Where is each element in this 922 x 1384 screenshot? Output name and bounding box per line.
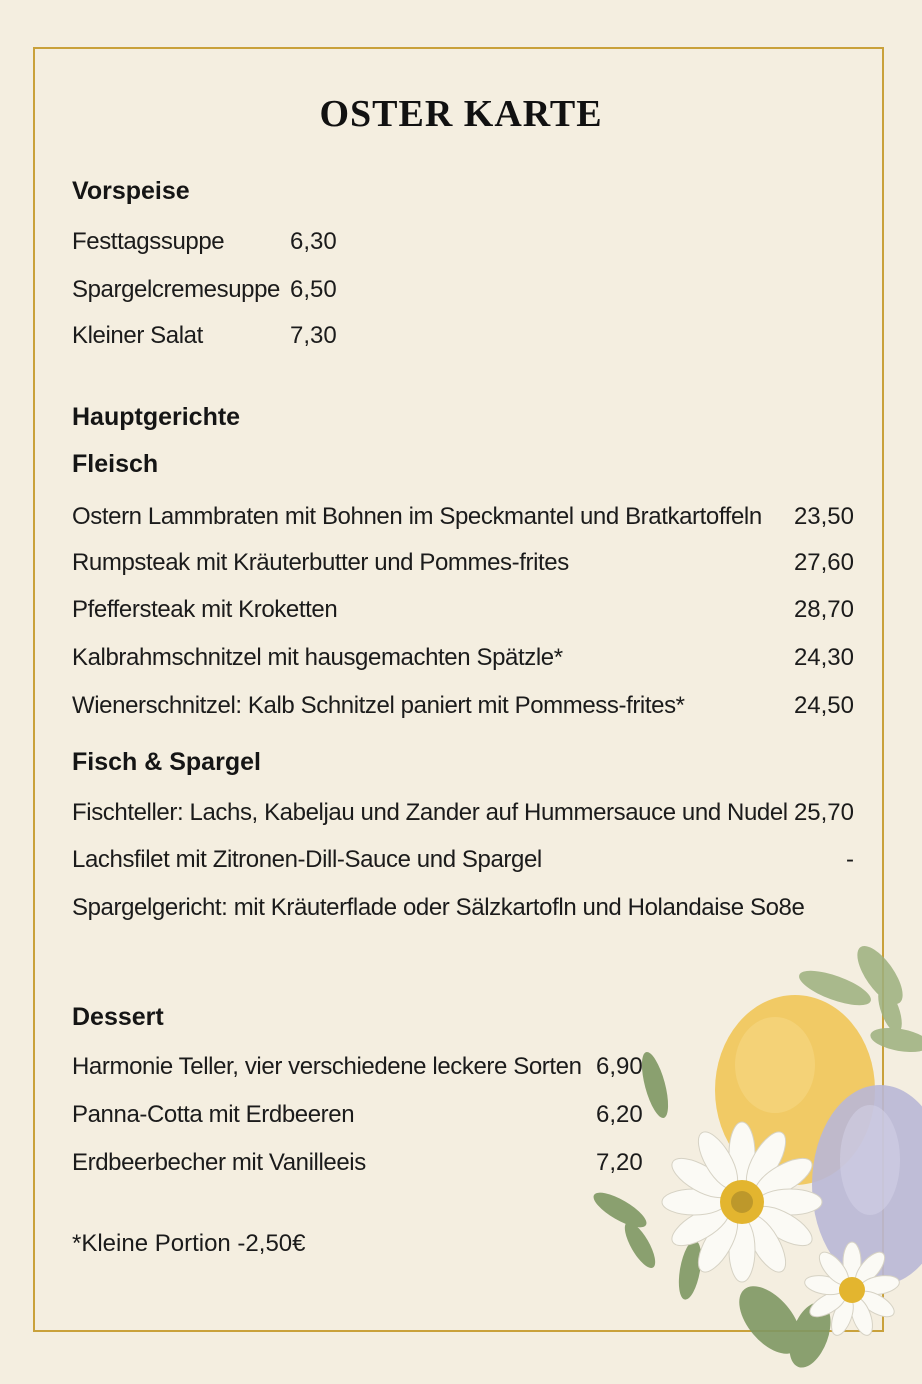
menu-item: Pfeffersteak mit Kroketten: [72, 596, 338, 623]
menu-item-price: 7,20: [596, 1149, 643, 1176]
menu-item: Wienerschnitzel: Kalb Schnitzel paniert mit Pommess-frites*: [72, 692, 685, 719]
subsection-heading-fleisch: Fleisch: [72, 450, 159, 478]
menu-item: Kalbrahmschnitzel mit hausgemachten Spätzle*: [72, 644, 563, 671]
menu-item: Ostern Lammbraten mit Bohnen im Speckmantel und Bratkartoffeln: [72, 503, 762, 530]
menu-item-price: 6,50: [290, 276, 337, 303]
menu-item: Rumpsteak mit Kräuterbutter und Pommes-frites: [72, 549, 569, 576]
menu-item: Panna-Cotta mit Erdbeeren: [72, 1101, 355, 1128]
menu-item: Erdbeerbecher mit Vanilleeis: [72, 1149, 366, 1176]
easter-eggs-flowers-decoration: [580, 940, 922, 1384]
section-heading-hauptgerichte: Hauptgerichte: [72, 403, 241, 431]
menu-item-price: 7,30: [290, 322, 337, 349]
menu-item: Spargelgericht: mit Kräuterflade oder Sälzkartofln und Holandaise So8e: [72, 894, 805, 921]
menu-item-price: 24,50: [793, 692, 854, 719]
menu-item-price: 6,30: [290, 228, 337, 255]
section-heading-vorspeise: Vorspeise: [72, 177, 190, 205]
section-heading-dessert: Dessert: [72, 1003, 164, 1031]
menu-item: Kleiner Salat: [72, 322, 203, 349]
menu-item-price: 27,60: [793, 549, 854, 576]
subsection-heading-fisch: Fisch & Spargel: [72, 748, 261, 776]
menu-item: Spargelcremesuppe: [72, 276, 280, 303]
menu-item-price: 6,20: [596, 1101, 643, 1128]
menu-item: Lachsfilet mit Zitronen-Dill-Sauce und Spargel: [72, 846, 542, 873]
menu-item-price: 6,90: [596, 1053, 643, 1080]
menu-item-price: -: [846, 846, 854, 873]
menu-item-price: 28,70: [793, 596, 854, 623]
menu-title: OSTER KARTE: [319, 93, 603, 135]
menu-item: Festtagssuppe: [72, 228, 225, 255]
menu-item-price: 24,30: [793, 644, 854, 671]
footnote-small-portion: *Kleine Portion -2,50€: [72, 1230, 306, 1257]
menu-item-price: 23,50: [793, 503, 854, 530]
menu-item: Harmonie Teller, vier verschiedene leckere Sorten: [72, 1053, 582, 1080]
menu-item-price: 25,70: [793, 799, 854, 826]
menu-item: Fischteller: Lachs, Kabeljau und Zander auf Hummersauce und Nudel: [72, 799, 788, 826]
